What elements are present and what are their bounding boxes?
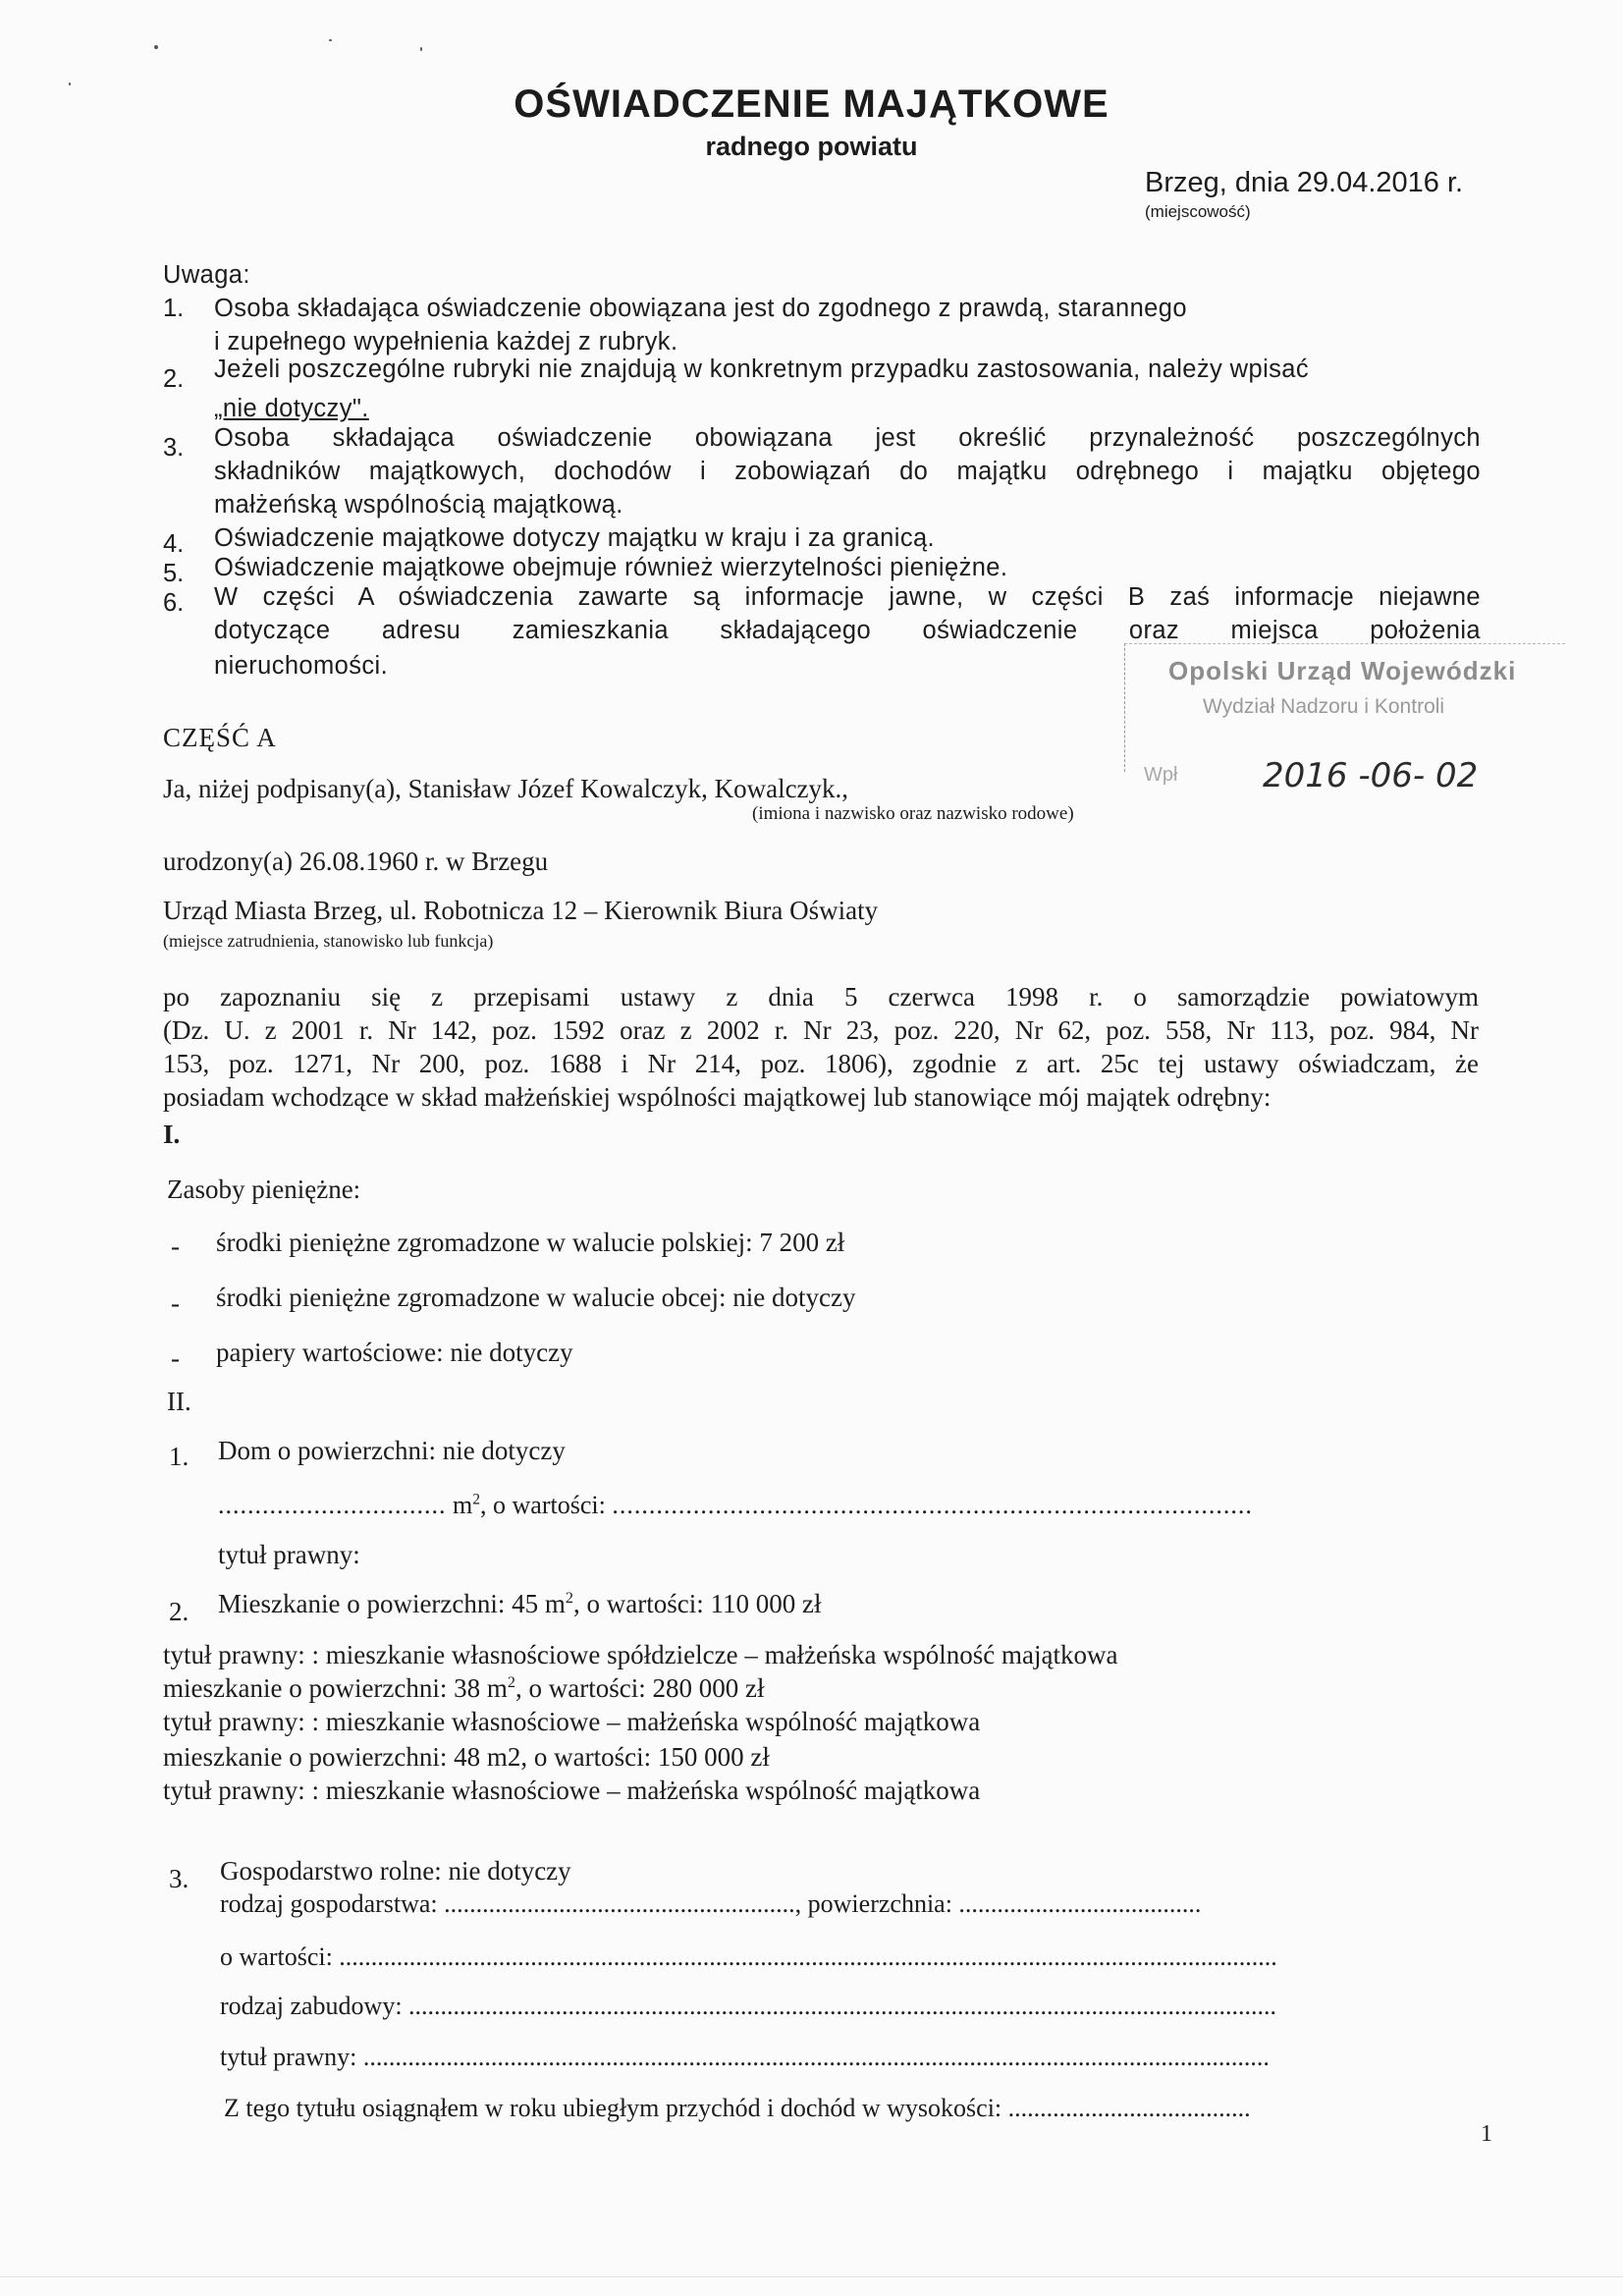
house-area-label: Dom o powierzchni: nie dotyczy: [218, 1436, 566, 1465]
employment-caption: (miejsce zatrudnienia, stanowisko lub funkcja): [163, 931, 494, 951]
farm-type-line: rodzaj gospodarstwa: ......................................................., powierzchnia: ......................................: [220, 1889, 1202, 1918]
scan-speck: [329, 39, 332, 41]
note-number: 6.: [163, 589, 185, 617]
area-unit: m: [453, 1491, 473, 1519]
stamp-received-date: 2016 -06- 02: [1263, 756, 1479, 795]
stamp-received-label: Wpł: [1144, 764, 1178, 786]
scan-speck: [154, 45, 158, 49]
flat-detail-text: mieszkanie o powierzchni: 38 m: [163, 1673, 508, 1703]
note-number: 1.: [163, 295, 185, 322]
note-line: małżeńską wspólnością majątkową.: [214, 491, 623, 519]
part-a-heading: CZĘŚĆ A: [163, 723, 277, 752]
note-number: 4.: [163, 530, 185, 558]
section-2-numeral: II.: [167, 1387, 191, 1416]
area-unit-exponent: 2: [565, 1589, 573, 1607]
farm-value-line: o wartości: ...................................................................................................................................................: [220, 1942, 1277, 1971]
cash-pln-line: środki pieniężne zgromadzone w walucie polskiej: 7 200 zł: [216, 1228, 845, 1257]
stamp-office-name: Opolski Urząd Wojewódzki: [1168, 656, 1517, 685]
farm-label: Gospodarstwo rolne: nie dotyczy: [220, 1856, 571, 1886]
place-caption: (miejscowość): [1145, 202, 1251, 221]
note-line: Oświadczenie majątkowe obejmuje również wierzytelności pieniężne.: [214, 554, 1008, 581]
item-number: 2.: [169, 1597, 189, 1626]
place-and-date: Brzeg, dnia 29.04.2016 r.: [1145, 167, 1464, 198]
flat-area-text: Mieszkanie o powierzchni: 45 m: [218, 1589, 566, 1618]
house-area-dots: ...............................: [218, 1491, 447, 1519]
document-title: OŚWIADCZENIE MAJĄTKOWE: [514, 82, 1109, 126]
scan-bottom-edge: [0, 2276, 1623, 2277]
farm-title-line: tytuł prawny: ..............................................................................................................................................: [220, 2043, 1270, 2071]
intro-line: po zapoznaniu się z przepisami ustawy z dnia 5 czerwca 1998 r. o samorządzie powiatowym: [163, 982, 1479, 1011]
flat-detail-line: [163, 1776, 980, 1806]
scan-speck: [420, 47, 422, 51]
document-subtitle: radnego powiatu: [705, 132, 918, 161]
area-unit-exponent: 2: [507, 1673, 515, 1691]
flat-detail-text: tytuł prawny: : mieszkanie własnościowe – małżeńska wspólność majątkowa: [163, 1776, 981, 1805]
note-number: 3.: [163, 434, 185, 462]
notes-heading: Uwaga:: [163, 261, 250, 289]
flat-detail-text: tytuł prawny: : mieszkanie własnościowe spółdzielcze – małżeńska wspólność majątkowa: [163, 1640, 1118, 1669]
list-dash: -: [171, 1343, 180, 1373]
note-line: „nie dotyczy".: [214, 395, 369, 422]
note-line: i zupełnego wypełnienia każdej z rubryk.: [214, 328, 678, 355]
note-line: Osoba składająca oświadczenie obowiązana jest do zgodnego z prawdą, starannego: [214, 295, 1187, 322]
employment-line: Urząd Miasta Brzeg, ul. Robotnicza 12 – Kierownik Biura Oświaty: [163, 896, 879, 925]
flat-detail-value: , o wartości: 280 000 zł: [515, 1673, 765, 1703]
flat-detail-line: [163, 1673, 764, 1704]
flat-detail-text: tytuł prawny: : mieszkanie własnościowe – małżeńska wspólność majątkowa: [163, 1707, 981, 1736]
list-dash: -: [171, 1288, 180, 1318]
note-number: 2.: [163, 365, 185, 393]
farm-income-line: Z tego tytułu osiągnąłem w roku ubiegłym przychód i dochód w wysokości: ......................................: [224, 2094, 1251, 2122]
declarant-caption: (imiona i nazwisko oraz nazwisko rodowe): [752, 803, 1074, 824]
birth-line: urodzony(a) 26.08.1960 r. w Brzegu: [163, 847, 549, 876]
house-value-dots: .......................................................................................: [612, 1491, 1253, 1519]
flat-value-text: , o wartości: 110 000 zł: [573, 1589, 822, 1618]
stamp-department-name: Wydział Nadzoru i Kontroli: [1203, 695, 1445, 718]
flat-detail-line: [163, 1707, 980, 1737]
note-line: W części A oświadczenia zawarte są informacje jawne, w części B zaś informacje niejawne: [214, 583, 1481, 611]
area-unit-exponent: 2: [472, 1491, 481, 1508]
note-line: Jeżeli poszczególne rubryki nie znajdują w konkretnym przypadku zastosowania, należy wpisać: [214, 355, 1310, 383]
note-line: Oświadczenie majątkowe dotyczy majątku w kraju i za granicą.: [214, 524, 936, 552]
house-area-value: [218, 1491, 1253, 1520]
flat-area-label: [218, 1589, 821, 1619]
flat-detail-line: [163, 1742, 770, 1773]
list-dash: -: [171, 1231, 180, 1261]
item-number: 1.: [169, 1442, 189, 1471]
cash-foreign-line: środki pieniężne zgromadzone w walucie obcej: nie dotyczy: [216, 1283, 856, 1312]
flat-detail-text: mieszkanie o powierzchni: 48 m2, o wartości: 150 000 zł: [163, 1742, 770, 1772]
intro-line: 153, poz. 1271, Nr 200, poz. 1688 i Nr 214, poz. 1806), zgodnie z art. 25c tej ustawy oświadczam, że: [163, 1049, 1479, 1078]
section-1-heading: Zasoby pieniężne:: [167, 1175, 361, 1204]
note-line: dotyczące adresu zamieszkania składającego oświadczenie oraz miejsca położenia: [214, 617, 1481, 644]
house-title-label: tytuł prawny:: [218, 1540, 360, 1569]
item-number: 3.: [169, 1864, 189, 1893]
intro-line: (Dz. U. z 2001 r. Nr 142, poz. 1592 oraz z 2002 r. Nr 23, poz. 220, Nr 62, poz. 558, Nr 113, poz. 984, Nr: [163, 1015, 1479, 1045]
section-1-numeral: I.: [163, 1120, 181, 1149]
farm-buildings-line: rodzaj zabudowy: ........................................................................................................................................: [220, 1992, 1277, 2020]
note-line: składników majątkowych, dochodów i zobowiązań do majątku odrębnego i majątku objętego: [214, 458, 1481, 485]
flat-detail-line: [163, 1640, 1117, 1670]
securities-line: papiery wartościowe: nie dotyczy: [216, 1338, 573, 1367]
note-number: 5.: [163, 560, 185, 587]
house-value-label: , o wartości:: [480, 1491, 606, 1519]
note-line: Osoba składająca oświadczenie obowiązana jest określić przynależność poszczególnych: [214, 424, 1481, 452]
note-line: nieruchomości.: [214, 652, 389, 680]
intro-line: posiadam wchodzące w skład małżeńskiej wspólności majątkowej lub stanowiące mój majątek odrębny:: [163, 1082, 1271, 1112]
declarant-line: Ja, niżej podpisany(a), Stanisław Józef Kowalczyk, Kowalczyk.,: [163, 774, 849, 803]
page-number: 1: [1481, 2121, 1492, 2147]
